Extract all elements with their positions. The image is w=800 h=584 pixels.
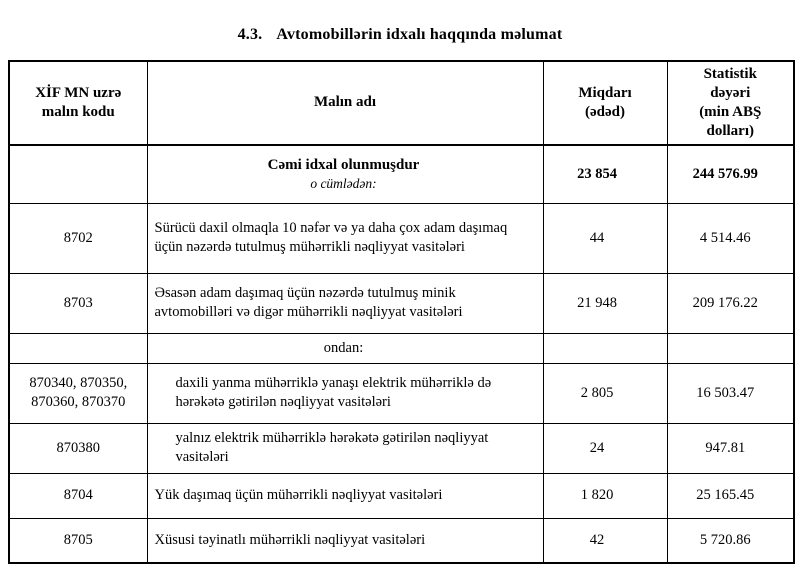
code-cell: 8703 bbox=[9, 273, 147, 333]
value-cell bbox=[667, 333, 794, 363]
table-header-row bbox=[9, 61, 794, 145]
code-cell: 870380 bbox=[9, 423, 147, 473]
quantity-cell: 24 bbox=[543, 423, 667, 473]
table-row bbox=[9, 423, 794, 473]
name-cell: Əsasən adam daşımaq üçün nəzərdə tutulmuş minik avtomobilləri və digər mühərrikli nəqliyyat vasitələri bbox=[147, 273, 543, 333]
column-header-value-line1: Statistik bbox=[703, 65, 757, 82]
imports-table bbox=[8, 60, 795, 564]
table-row bbox=[9, 473, 794, 518]
column-header-value bbox=[667, 61, 794, 145]
quantity-cell: 21 948 bbox=[543, 273, 667, 333]
code-cell bbox=[9, 333, 147, 363]
table-row bbox=[9, 273, 794, 333]
column-header-name: Malın adı bbox=[147, 61, 543, 145]
section-number: 4.3. bbox=[237, 26, 263, 43]
column-header-value-line3: (min ABŞ bbox=[699, 104, 762, 120]
code-cell: 8704 bbox=[9, 473, 147, 518]
column-header-value-line2: dəyəri bbox=[710, 84, 751, 101]
code-cell: 8702 bbox=[9, 203, 147, 273]
column-header-code-line1: XİF MN uzrə bbox=[35, 84, 122, 101]
total-label: Cəmi idxal olunmuşdur bbox=[267, 157, 420, 174]
section-title-text: Avtomobillərin idxalı haqqında məlumat bbox=[276, 26, 563, 43]
column-header-quantity-line2: (ədəd) bbox=[585, 104, 625, 120]
quantity-cell bbox=[543, 333, 667, 363]
quantity-cell: 44 bbox=[543, 203, 667, 273]
value-cell: 25 165.45 bbox=[667, 473, 794, 518]
code-cell: 8705 bbox=[9, 518, 147, 563]
value-cell: 947.81 bbox=[667, 423, 794, 473]
name-cell: Sürücü daxil olmaqla 10 nəfər və ya daha çox adam daşımaq üçün nəzərdə tutulmuş mühərrikli nəqliyyat vasitələri bbox=[147, 203, 543, 273]
column-header-quantity-line1: Miqdarı bbox=[578, 84, 632, 101]
name-cell: Xüsusi təyinatlı mühərrikli nəqliyyat vasitələri bbox=[147, 518, 543, 563]
column-header-code bbox=[9, 61, 147, 145]
name-cell: daxili yanma mühərriklə yanaşı elektrik mühərriklə də hərəkətə gətirilən nəqliyyat vasitələri bbox=[147, 363, 543, 423]
code-cell bbox=[9, 145, 147, 203]
table-row bbox=[9, 363, 794, 423]
total-sublabel: o cümlədən: bbox=[310, 176, 377, 192]
table-row-subheading bbox=[9, 333, 794, 363]
column-header-quantity bbox=[543, 61, 667, 145]
table-row bbox=[9, 203, 794, 273]
value-cell: 4 514.46 bbox=[667, 203, 794, 273]
name-cell bbox=[147, 145, 543, 203]
table-row bbox=[9, 518, 794, 563]
name-cell: Yük daşımaq üçün mühərrikli nəqliyyat vasitələri bbox=[147, 473, 543, 518]
quantity-cell: 42 bbox=[543, 518, 667, 563]
value-cell: 244 576.99 bbox=[667, 145, 794, 203]
value-cell: 209 176.22 bbox=[667, 273, 794, 333]
value-cell: 16 503.47 bbox=[667, 363, 794, 423]
column-header-value-line4: dolları) bbox=[706, 123, 754, 140]
quantity-cell: 2 805 bbox=[543, 363, 667, 423]
code-cell: 870340, 870350, 870360, 870370 bbox=[9, 363, 147, 423]
name-cell: ondan: bbox=[147, 333, 543, 363]
table-row-total bbox=[9, 145, 794, 203]
page-title bbox=[0, 0, 800, 44]
quantity-cell: 1 820 bbox=[543, 473, 667, 518]
column-header-code-line2: malın kodu bbox=[41, 104, 115, 120]
value-cell: 5 720.86 bbox=[667, 518, 794, 563]
quantity-cell: 23 854 bbox=[543, 145, 667, 203]
name-cell: yalnız elektrik mühərriklə hərəkətə gətirilən nəqliyyat vasitələri bbox=[147, 423, 543, 473]
